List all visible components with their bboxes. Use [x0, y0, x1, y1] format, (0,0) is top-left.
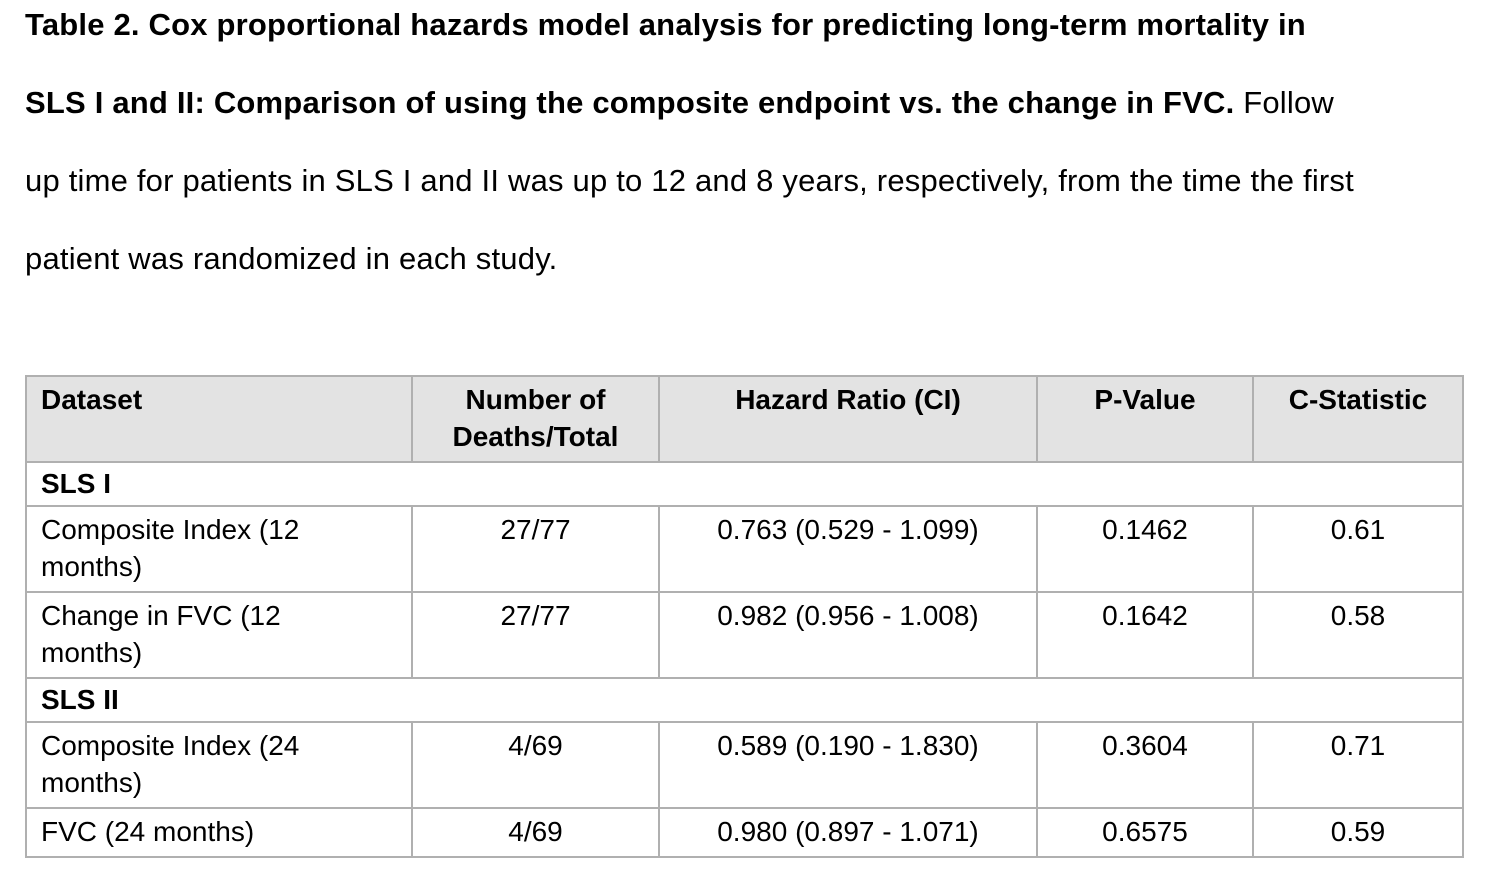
cell-dataset: [26, 592, 412, 678]
table-caption: [0, 0, 1510, 298]
section-row-sls-ii: [26, 678, 1463, 722]
cell-p-value: 0.1462: [1037, 506, 1253, 592]
cell-hazard-ratio: 0.982 (0.956 - 1.008): [659, 592, 1037, 678]
caption-normal-text: Follow: [1234, 85, 1334, 120]
dataset-label: FVC (24 months): [41, 816, 255, 847]
cell-deaths-total: 27/77: [412, 506, 659, 592]
cell-c-statistic: 0.71: [1253, 722, 1463, 808]
header-number-of-deaths-total: Number of Deaths/Total: [412, 376, 659, 462]
header-dataset: Dataset: [26, 376, 412, 462]
dataset-label: Composite Index (12 months): [41, 514, 300, 582]
table-row: [26, 592, 1463, 678]
caption-normal-text: patient was randomized in each study.: [25, 241, 558, 276]
section-row-sls-i: [26, 462, 1463, 506]
caption-line: [25, 64, 1492, 142]
header-hazard-ratio-ci: Hazard Ratio (CI): [659, 376, 1037, 462]
caption-normal-text: up time for patients in SLS I and II was up to 12 and 8 years, respectively, from the time the first: [25, 163, 1354, 198]
cell-deaths-total: 4/69: [412, 722, 659, 808]
header-row: [26, 376, 1463, 462]
cell-hazard-ratio: 0.589 (0.190 - 1.830): [659, 722, 1037, 808]
cell-deaths-total: 27/77: [412, 592, 659, 678]
cell-p-value: 0.1642: [1037, 592, 1253, 678]
results-table: [25, 375, 1464, 858]
table-row: [26, 808, 1463, 857]
caption-line: [25, 0, 1492, 64]
cell-deaths-total: 4/69: [412, 808, 659, 857]
dataset-label: Change in FVC (12 months): [41, 600, 281, 668]
cell-p-value: 0.3604: [1037, 722, 1253, 808]
caption-bold-text: Table 2. Cox proportional hazards model analysis for predicting long-term mortality in: [25, 7, 1306, 42]
caption-line: [25, 142, 1492, 220]
caption-line: [25, 220, 1492, 298]
cell-c-statistic: 0.59: [1253, 808, 1463, 857]
table-row: [26, 722, 1463, 808]
table-row: [26, 506, 1463, 592]
section-label: SLS II: [26, 678, 1463, 722]
section-label: SLS I: [26, 462, 1463, 506]
cell-hazard-ratio: 0.763 (0.529 - 1.099): [659, 506, 1037, 592]
cell-dataset: [26, 808, 412, 857]
cell-c-statistic: 0.61: [1253, 506, 1463, 592]
cell-hazard-ratio: 0.980 (0.897 - 1.071): [659, 808, 1037, 857]
dataset-label: Composite Index (24 months): [41, 730, 300, 798]
header-c-statistic: C-Statistic: [1253, 376, 1463, 462]
cell-dataset: [26, 722, 412, 808]
caption-bold-text: SLS I and II: Comparison of using the composite endpoint vs. the change in FVC.: [25, 85, 1235, 120]
header-p-value: P-Value: [1037, 376, 1253, 462]
cell-dataset: [26, 506, 412, 592]
cell-p-value: 0.6575: [1037, 808, 1253, 857]
cell-c-statistic: 0.58: [1253, 592, 1463, 678]
